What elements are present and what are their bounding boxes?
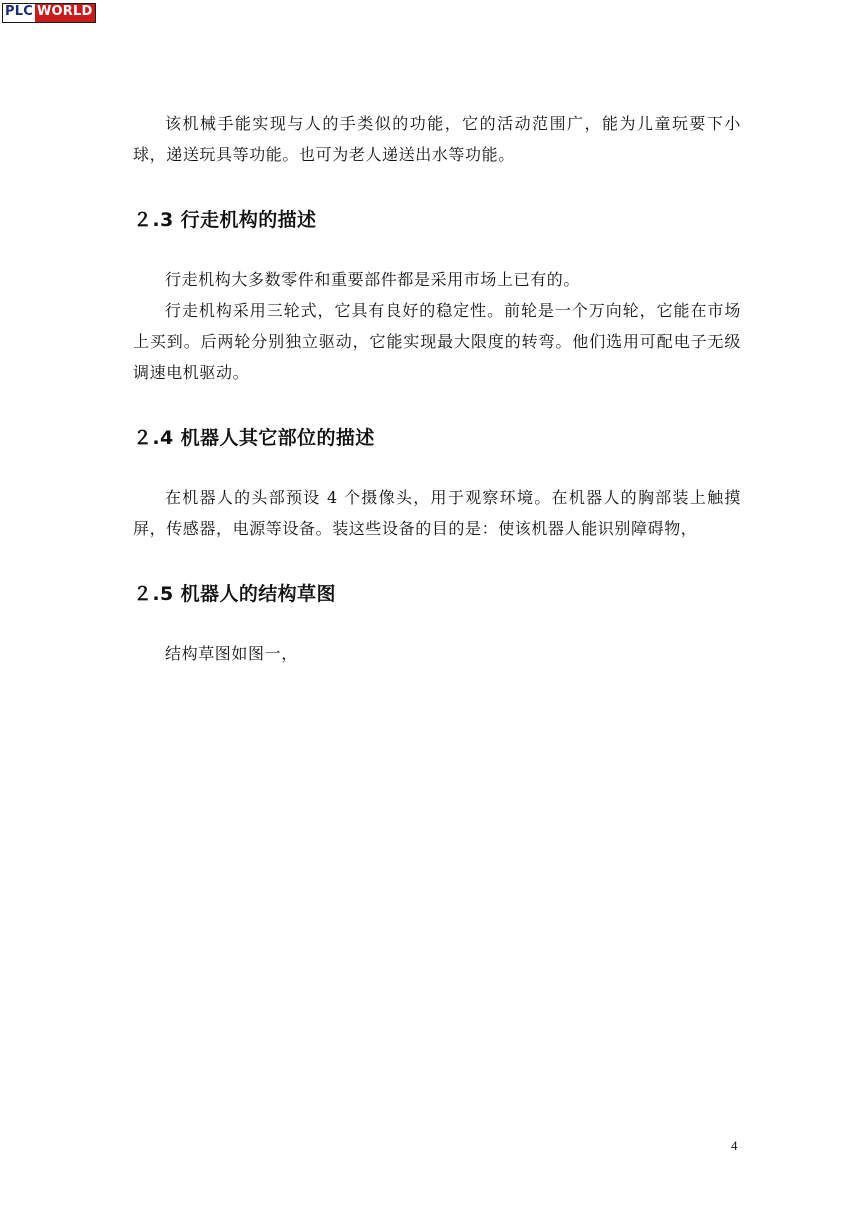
section-2-5-paragraph-1: 结构草图如图一，	[165, 644, 298, 663]
plcworld-logo	[2, 3, 96, 23]
section-heading-2-3: ２.3 行走机构的描述	[133, 209, 317, 231]
section-2-3-paragraph-2: 行走机构采用三轮式，它具有良好的稳定性。前轮是一个万向轮，它能在市场上买到。后两轮分别独立驱动，它能实现最大限度的转弯。他们选用可配电子无级调速电机驱动。	[133, 301, 741, 382]
section-heading-2-5: ２.5 机器人的结构草图	[133, 583, 336, 605]
logo-text-world: WORLD	[35, 4, 95, 22]
section-2-4-paragraph-1: 在机器人的头部预设 4 个摄像头，用于观察环境。在机器人的胸部装上触摸屏，传感器，电源等设备。装这些设备的目的是：使该机器人能识别障碍物，	[133, 488, 741, 538]
section-2-5	[133, 544, 741, 669]
page-number: 4	[731, 1138, 738, 1153]
section-heading-2-4: ２.4 机器人其它部位的描述	[133, 427, 375, 449]
intro-paragraph: 该机械手能实现与人的手类似的功能，它的活动范围广，能为儿童玩要下小球，递送玩具等功能。也可为老人递送出水等功能。	[133, 114, 741, 164]
section-2-4	[133, 388, 741, 544]
section-2-3-paragraph-1: 行走机构大多数零件和重要部件都是采用市场上已有的。	[165, 270, 581, 289]
document-body	[133, 108, 741, 669]
section-2-3	[133, 170, 741, 388]
logo-text-plc: PLC	[3, 4, 35, 22]
